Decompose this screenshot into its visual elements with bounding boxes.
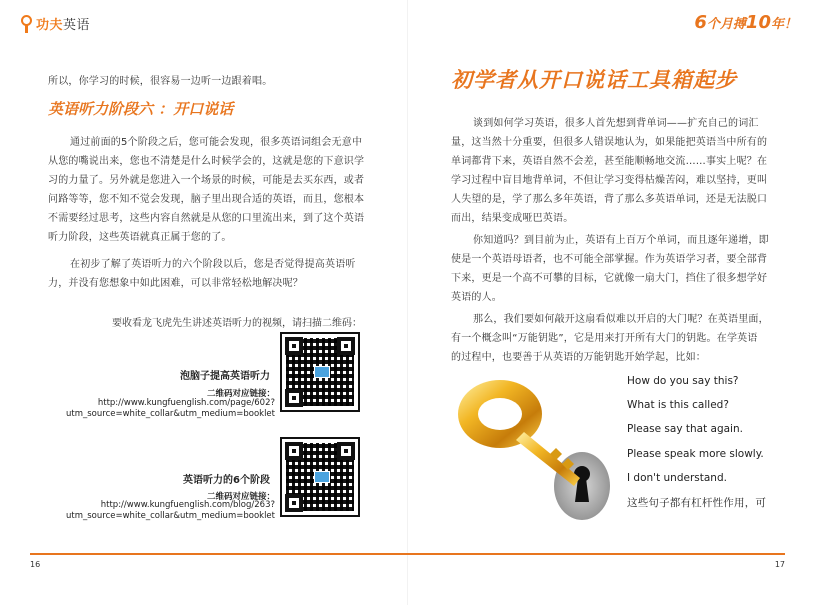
left-paragraph-2: 在初步了解了英语听力的六个阶段以后，您是否觉得提高英语听 力，并没有您想象中如此困难，可以非常轻松地解决呢？ bbox=[48, 259, 356, 289]
logo-prefix: 功夫 bbox=[36, 18, 64, 33]
left-intro-line: 所以，你学习的时候，很容易一边听一边跟着唱。 bbox=[48, 76, 273, 87]
qr1-url[interactable]: http://www.kungfuenglish.com/page/602? utm_source=white_collar&utm_medium=booklet bbox=[66, 398, 275, 419]
page-gutter bbox=[407, 0, 408, 605]
left-paragraph-1: 通过前面的5个阶段之后，您可能会发现，很多英语词组会无意中 从您的嘴说出来，您也不清楚是什么时候学会的，这就是您的下意识学 习的力量了。另外就是您进入一个场景的时候，可能是去买东西，或者 问路等等，您不知不觉会发现，脑子里出现合适的英语，而且，您根本 不需要经过思考，这些内容自然就是从您的口里流出来，到了这个英语 听力阶段，这些英语就真正属于您的了。 bbox=[48, 137, 365, 243]
phrase-3: Please say that again. bbox=[627, 423, 743, 435]
right-paragraph-1: 谈到如何学习英语，很多人首先想到背单词——扩充自己的词汇 量，这当然十分重要，但很多人错误地认为，如果能把英语当中所有的 单词都背下来，英语自然不会差，甚至能顺畅地交流……事实上呢？在 学习过程中盲目地背单词，不但让学习变得枯燥苦闷，难以坚持，更叫 人失望的是，学了那么多年英语，背了那么多英语单词，还是无法脱口 而出，结果变成哑巴英语。 bbox=[451, 118, 768, 224]
footer-rule bbox=[30, 553, 785, 555]
qr1-link-label: 二维码对应链接： bbox=[206, 389, 275, 399]
kungfu-english-logo bbox=[20, 14, 90, 33]
qr-code-2[interactable] bbox=[280, 437, 360, 517]
page-number-left: 16 bbox=[30, 560, 41, 569]
qr2-title: 英语听力的6个阶段 bbox=[183, 475, 270, 486]
lightbulb-icon bbox=[20, 15, 34, 33]
right-page-title: 初学者从开口说话工具箱起步 bbox=[451, 68, 737, 92]
slogan: 6个月搏10年！ bbox=[694, 12, 797, 33]
right-tail-line: 这些句子都有杠杆性作用，可 bbox=[627, 497, 767, 509]
qr2-url[interactable]: http://www.kungfuenglish.com/blog/263? utm_source=white_collar&utm_medium=booklet bbox=[66, 500, 275, 521]
phrase-2: What is this called? bbox=[627, 399, 729, 411]
qr1-title: 泡脑子提高英语听力 bbox=[180, 371, 270, 382]
phrase-1: How do you say this? bbox=[627, 375, 739, 387]
qr-code-1[interactable] bbox=[280, 332, 360, 412]
golden-key-icon bbox=[454, 374, 614, 522]
logo-suffix: 英语 bbox=[63, 18, 91, 33]
phrase-4: Please speak more slowly. bbox=[627, 448, 764, 460]
right-paragraph-3: 那么，我们要如何敲开这扇看似难以开启的大门呢？在英语里面， 有一个概念叫“万能钥匙”，它是用来打开所有大门的钥匙。在学英语 的过程中，也要善于从英语的万能钥匙开始学起，比如： bbox=[451, 314, 769, 363]
qr2-link-label: 二维码对应链接： bbox=[206, 492, 275, 502]
qr-caption: 要收看龙飞虎先生讲述英语听力的视频，请扫描二维码： bbox=[112, 318, 362, 329]
right-paragraph-2: 你知道吗？到目前为止，英语有上百万个单词，而且逐年递增，即 使是一个英语母语者，也不可能全部掌握。作为英语学习者，要全部背 下来，更是一个高不可攀的目标，它就像一扇大门，挡住了很多想学好 英语的人。 bbox=[451, 235, 769, 303]
phrase-5: I don't understand. bbox=[627, 472, 727, 484]
page-number-right: 17 bbox=[774, 560, 785, 569]
stage-six-heading: 英语听力阶段六 ：开口说话 bbox=[48, 100, 234, 118]
